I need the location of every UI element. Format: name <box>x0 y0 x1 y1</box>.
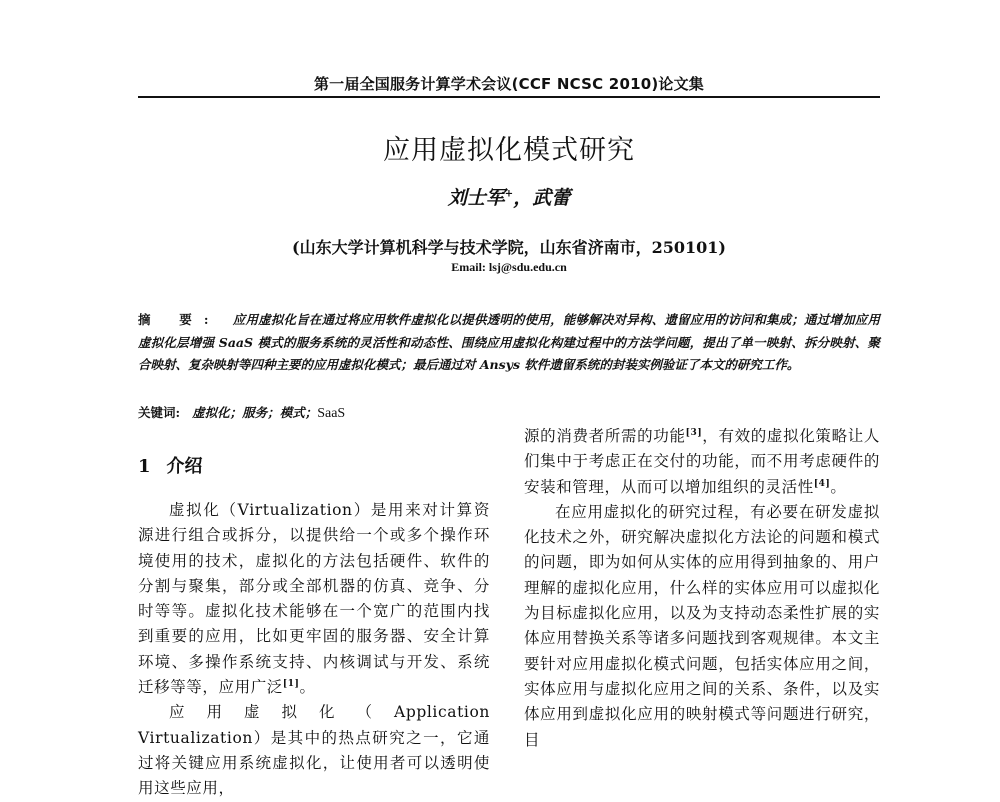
keyword: 虚拟化 <box>192 405 230 420</box>
body-paragraph: 源的消费者所需的功能[3]，有效的虚拟化策略让人们集中于考虑正在交付的功能，而不用考虑硬件的安装和管理，从而可以增加组织的灵活性[4]。 <box>524 427 880 496</box>
abstract-text: 应用虚拟化旨在通过将应用软件虚拟化以提供透明的使用，能够解决对异构、遗留应用的访问和集成；通过增加应用虚拟化层增强 SaaS 模式的服务系统的灵活性和动态性、围绕应用虚拟化构建过程中的方法学问题，提出了单一映射、拆分映射、聚合映射、复杂映射等四种主要的应用虚拟化模式；最后通过对 Ansys 软件遗留系统的封装实例验证了本文的研究工作。 <box>138 312 880 372</box>
abstract <box>138 309 880 377</box>
citation: [1] <box>282 678 300 689</box>
keyword: SaaS <box>317 406 346 421</box>
section-heading <box>138 452 203 478</box>
citation: [3] <box>685 427 703 438</box>
author-email: Email: lsj@sdu.edu.cn <box>451 260 567 274</box>
body-paragraph: 在应用虚拟化的研究过程，有必要在研发虚拟化技术之外，研究解决虚拟化方法论的问题和模式的问题，即为如何从实体的应用得到抽象的、用户理解的虚拟化应用，什么样的实体应用可以虚拟化为目标虚拟化应用，以及为支持动态柔性扩展的实体应用替换关系等诸多问题找到客观规律。本文主要针对应用虚拟化模式问题，包括实体应用之间，实体应用与虚拟化应用之间的关系、条件，以及实体应用到虚拟化应用的映射模式等问题进行研究，目 <box>524 502 880 749</box>
right-column <box>524 424 880 753</box>
keywords-label: 关键词: <box>138 405 181 420</box>
author-name: 刘士军 <box>447 187 505 209</box>
paper-title: 应用虚拟化模式研究 <box>383 135 635 166</box>
section-number: 1 <box>138 456 151 477</box>
header-rule <box>138 96 880 98</box>
section-title: 介绍 <box>166 456 203 477</box>
left-column <box>138 498 490 802</box>
affiliation: (山东大学计算机科学与技术学院，山东省济南市，250101) <box>292 238 726 257</box>
corresponding-author-mark: + <box>504 188 514 200</box>
author-separator: ， <box>513 187 533 209</box>
keywords <box>138 402 880 425</box>
running-head: 第一届全国服务计算学术会议(CCF NCSC 2010)论文集 <box>313 75 705 93</box>
keyword: 服务 <box>242 405 268 420</box>
author-name: 武蕾 <box>532 187 571 209</box>
body-paragraph: 虚拟化（Virtualization）是用来对计算资源进行组合或拆分，以提供给一个或多个操作环境使用的技术，虚拟化的方法包括硬件、软件的分割与聚集，部分或全部机器的仿真、竞争、分时等等。虚拟化技术能够在一个宽广的范围内找到重要的应用，比如更牢固的服务器、安全计算环境、多操作系统支持、内核调试与开发、系统迁移等等，应用广泛[1]。 <box>138 501 490 697</box>
author-list <box>138 183 880 210</box>
keyword: 模式 <box>279 405 305 420</box>
abstract-label: 摘 要: <box>138 312 221 327</box>
citation: [4] <box>813 478 831 489</box>
keywords-values: 虚拟化；服务；模式；SaaS <box>192 405 346 421</box>
body-paragraph: 应用虚拟化（Application Virtualization）是其中的热点研究之一，它通过将关键应用系统虚拟化，让使用者可以透明使用这些应用， <box>138 703 490 798</box>
